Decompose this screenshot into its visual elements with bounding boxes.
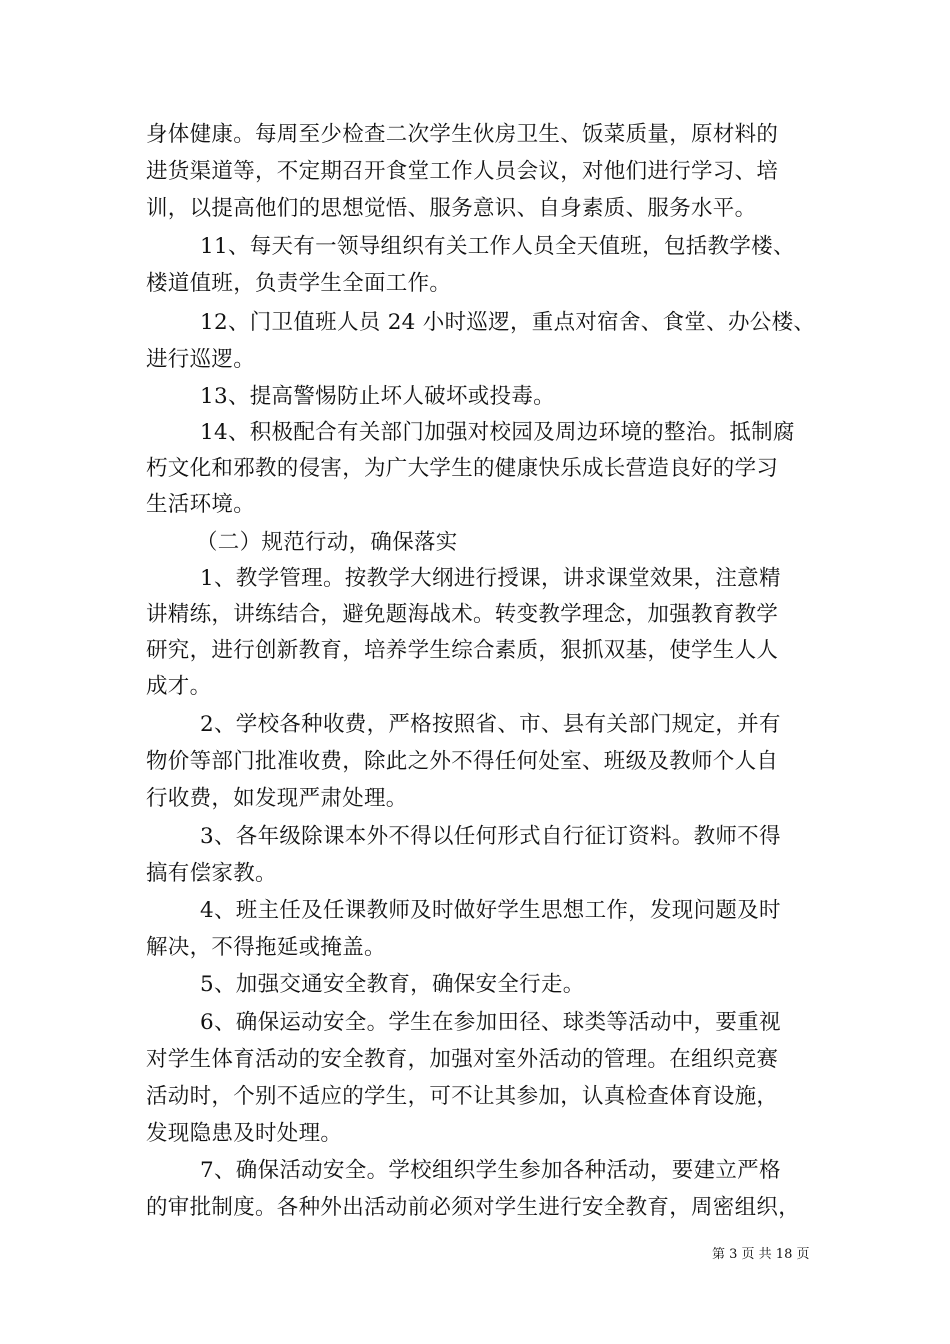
paragraph-line: 朽文化和邪教的侵害，为广大学生的健康快乐成长营造良好的学习	[146, 456, 779, 481]
paragraph-line: 讲精练，讲练结合，避免题海战术。转变教学理念，加强教育教学	[146, 602, 779, 627]
paragraph-line: 活动时，个别不适应的学生，可不让其参加，认真检查体育设施，	[146, 1084, 779, 1109]
paragraph-line: 研究，进行创新教育，培养学生综合素质，狠抓双基，使学生人人	[146, 638, 779, 663]
paragraph-line: 生活环境。	[146, 492, 256, 517]
paragraph-line: 6、确保运动安全。学生在参加田径、球类等活动中，要重视	[200, 1010, 781, 1035]
paragraph-line: 物价等部门批准收费，除此之外不得任何处室、班级及教师个人自	[146, 749, 779, 774]
paragraph-line: 5、加强交通安全教育，确保安全行走。	[200, 972, 585, 997]
paragraph-line: 12、门卫值班人员 24 小时巡逻，重点对宿舍、食堂、办公楼、	[200, 310, 816, 335]
paragraph-line: 对学生体育活动的安全教育，加强对室外活动的管理。在组织竞赛	[146, 1047, 779, 1072]
paragraph-line: 搞有偿家教。	[146, 861, 277, 886]
paragraph-line: 2、学校各种收费，严格按照省、市、县有关部门规定，并有	[200, 712, 781, 737]
paragraph-line: 成才。	[146, 674, 212, 699]
paragraph-line: 进货渠道等，不定期召开食堂工作人员会议，对他们进行学习、培	[146, 159, 779, 184]
page-number-footer: 第 3 页 共 18 页	[712, 1247, 810, 1262]
paragraph-line: 11、每天有一领导组织有关工作人员全天值班，包括教学楼、	[200, 234, 795, 259]
paragraph-line: 的审批制度。各种外出活动前必须对学生进行安全教育，周密组织，	[146, 1195, 801, 1220]
paragraph-line: 3、各年级除课本外不得以任何形式自行征订资料。教师不得	[200, 824, 781, 849]
paragraph-line: 行收费，如发现严肃处理。	[146, 786, 408, 811]
paragraph-line: 1、教学管理。按教学大纲进行授课，讲求课堂效果，注意精	[200, 566, 781, 591]
paragraph-line: 进行巡逻。	[146, 347, 256, 372]
paragraph-line: 13、提高警惕防止坏人破坏或投毒。	[200, 384, 555, 409]
paragraph-line: 14、积极配合有关部门加强对校园及周边环境的整治。抵制腐	[200, 420, 795, 445]
paragraph-line: 训，以提高他们的思想觉悟、服务意识、自身素质、服务水平。	[146, 196, 757, 221]
paragraph-line: 7、确保活动安全。学校组织学生参加各种活动，要建立严格	[200, 1158, 781, 1183]
paragraph-line: 解决，不得拖延或掩盖。	[146, 935, 386, 960]
paragraph-line: 4、班主任及任课教师及时做好学生思想工作，发现问题及时	[200, 898, 781, 923]
paragraph-line: 楼道值班，负责学生全面工作。	[146, 271, 452, 296]
section-heading: （二）规范行动，确保落实	[196, 530, 458, 555]
paragraph-line: 发现隐患及时处理。	[146, 1121, 343, 1146]
paragraph-line: 身体健康。每周至少检查二次学生伙房卫生、饭菜质量，原材料的	[146, 122, 779, 147]
